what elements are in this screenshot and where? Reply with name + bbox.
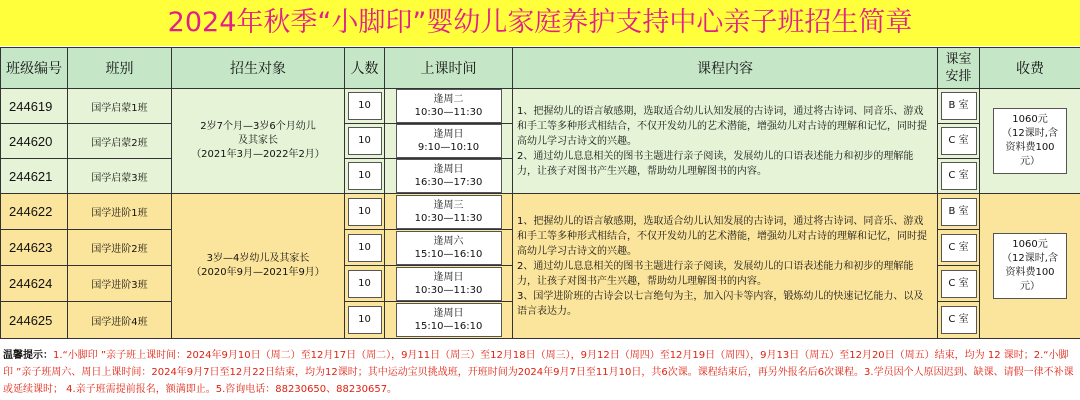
capacity: 10 (345, 89, 385, 124)
header-room: 课室 安排 (938, 48, 980, 89)
capacity: 10 (345, 124, 385, 159)
class-time: 逢周二 10:30—11:30 (385, 89, 513, 124)
class-code: 244624 (1, 266, 68, 302)
class-name: 国学启蒙2班 (68, 124, 172, 159)
class-name: 国学进阶4班 (68, 302, 172, 339)
class-time: 逢周日 15:10—16:10 (385, 302, 513, 339)
room: C 室 (938, 266, 980, 302)
class-time: 逢周六 15:10—16:10 (385, 230, 513, 266)
course-content: 1、把握幼儿的语言敏感期，选取适合幼儿认知发展的古诗词，通过将古诗词、同音乐、游戏和手工等多种形式相结合，不仅开发幼儿的艺术潜能，增强幼儿对古诗的理解和记忆，同时提高幼儿学习古诗文的兴趣。 2、通过幼儿息息相关的图书主题进行亲子阅读，发展幼儿的口语表述能力和初步的理解能力，让孩子对图书产生兴趣，帮助幼儿理解图书的内容。 (513, 89, 938, 194)
capacity: 10 (345, 159, 385, 194)
class-name: 国学进阶1班 (68, 194, 172, 230)
header-time: 上课时间 (385, 48, 513, 89)
fee: 1060元 （12课时,含 资料费100 元） (980, 89, 1080, 194)
header-code: 班级编号 (1, 48, 68, 89)
class-time: 逢周三 10:30—11:30 (385, 194, 513, 230)
header-num: 人数 (345, 48, 385, 89)
room: B 室 (938, 89, 980, 124)
notice-text (0, 346, 1080, 400)
class-name: 国学启蒙1班 (68, 89, 172, 124)
class-name: 国学进阶2班 (68, 230, 172, 266)
room: C 室 (938, 230, 980, 266)
capacity: 10 (345, 266, 385, 302)
enrollment-target: 2岁7个月—3岁6个月幼儿 及其家长 （2021年3月—2022年2月） (172, 89, 345, 194)
class-time: 逢周日 16:30—17:30 (385, 159, 513, 194)
class-code: 244620 (1, 124, 68, 159)
fee: 1060元 （12课时,含 资料费100 元） (980, 194, 1080, 339)
header-content: 课程内容 (513, 48, 938, 89)
table-header-row (1, 48, 1080, 89)
page-title: 2024年秋季“小脚印”婴幼儿家庭养护支持中心亲子班招生简章 (0, 0, 1080, 46)
header-target: 招生对象 (172, 48, 345, 89)
capacity: 10 (345, 230, 385, 266)
table-row (1, 89, 1080, 124)
class-code: 244625 (1, 302, 68, 339)
course-content: 1、把握幼儿的语言敏感期，选取适合幼儿认知发展的古诗词，通过将古诗词、同音乐、游戏和手工等多种形式相结合，不仅开发幼儿的艺术潜能，增强幼儿对古诗的理解和记忆，同时提高幼儿学习古诗文的兴趣。 2、通过幼儿息息相关的图书主题进行亲子阅读，发展幼儿的口语表述能力和初步的理解能力，让孩子对图书产生兴趣，帮助幼儿理解图书的内容。 3、国学进阶班的古诗会以七言绝句为主，加入闪卡等内容，锻炼幼儿的快速记忆能力、以及语言表达力。 (513, 194, 938, 339)
class-code: 244619 (1, 89, 68, 124)
class-time: 逢周日 10:30—11:30 (385, 266, 513, 302)
class-time: 逢周日 9:10—10:10 (385, 124, 513, 159)
notice-body: 1.“小脚印 ”亲子班上课时间：2024年9月10日（周二）至12月17日（周二），9月11日（周三）至12月18日（周三），9月12日（周四）至12月19日（周四），9月13日（周五）至12月20日（周五）结束，均为 12 课时；2.“小脚印 ”亲子班周六、周日上课时间：2024年9月7日至12月22日结束，均为12课时；其中运动宝贝挑战班，开班时间为2024年9月7日至11月10日，共6次课。课程结束后，再另外报名后6次课程。3.学员因个人原因迟到、缺课、请假一律不补课或延续课时； 4.亲子班需提前报名，额满即止。5.咨询电话：88230650、88230657。 (3, 350, 1074, 395)
capacity: 10 (345, 302, 385, 339)
class-name: 国学启蒙3班 (68, 159, 172, 194)
table-row (1, 194, 1080, 230)
class-name: 国学进阶3班 (68, 266, 172, 302)
enrollment-target: 3岁—4岁幼儿及其家长 （2020年9月—2021年9月） (172, 194, 345, 339)
room: B 室 (938, 194, 980, 230)
room: C 室 (938, 302, 980, 339)
class-code: 244622 (1, 194, 68, 230)
header-fee: 收费 (980, 48, 1080, 89)
notice-label: 温馨提示： (3, 350, 53, 361)
header-class: 班别 (68, 48, 172, 89)
class-code: 244623 (1, 230, 68, 266)
class-code: 244621 (1, 159, 68, 194)
room: C 室 (938, 159, 980, 194)
capacity: 10 (345, 194, 385, 230)
room: C 室 (938, 124, 980, 159)
class-schedule-table (0, 47, 1080, 339)
